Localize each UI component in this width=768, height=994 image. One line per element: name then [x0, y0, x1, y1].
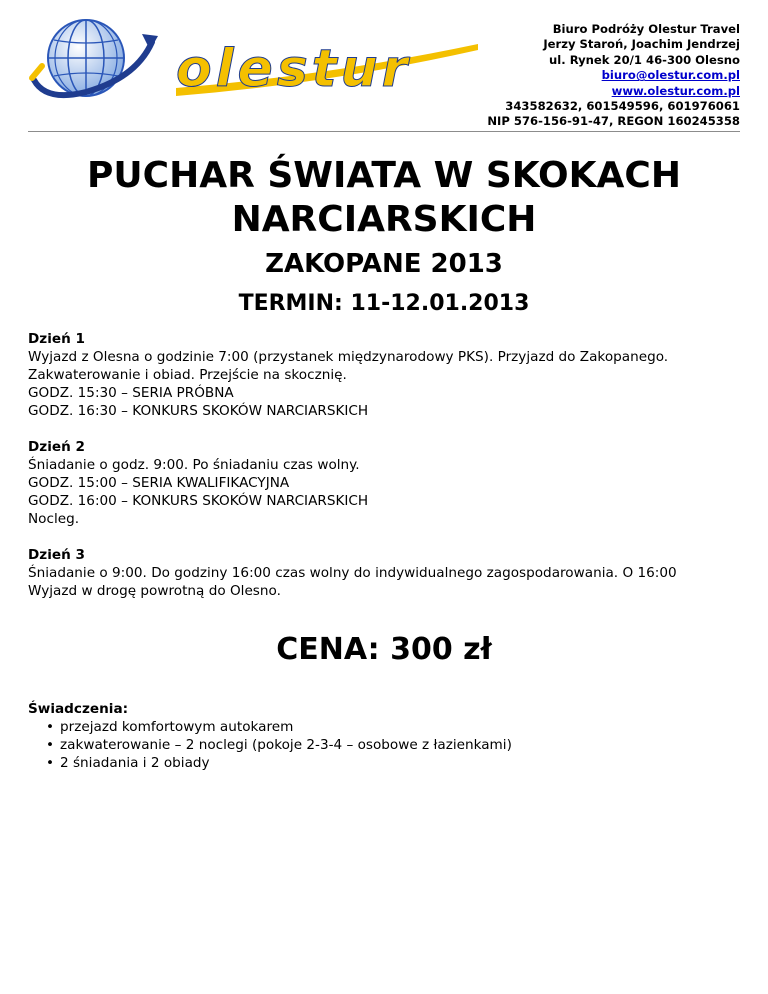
address: ul. Rynek 20/1 46-300 Olesno [549, 52, 740, 67]
title-block [0, 154, 768, 318]
day-title: Dzień 1 [28, 331, 85, 347]
list-item [28, 754, 740, 772]
bullet-icon: • [46, 719, 55, 735]
header-divider [28, 131, 740, 132]
day-line: GODZ. 16:30 – KONKURS SKOKÓW NARCIARSKICH [28, 403, 369, 419]
services [28, 700, 740, 772]
day-line: Nocleg. [28, 511, 80, 527]
service-text: 2 śniadania i 2 obiady [60, 755, 210, 771]
day-1 [28, 330, 740, 420]
price: CENA: 300 zł [276, 632, 492, 667]
title-line-1: PUCHAR ŚWIATA W SKOKACH [87, 155, 681, 196]
day-title: Dzień 3 [28, 547, 85, 563]
day-3 [28, 546, 740, 600]
svg-text:olestur: olestur [176, 39, 412, 99]
title-line-2: NARCIARSKICH [231, 199, 537, 240]
company-name: Biuro Podróży Olestur Travel [552, 22, 740, 36]
services-title: Świadczenia: [28, 701, 129, 717]
bullet-icon: • [46, 755, 55, 771]
service-text: przejazd komfortowym autokarem [60, 719, 294, 735]
services-list [28, 718, 740, 772]
day-line: Wyjazd w drogę powrotną do Olesno. [28, 583, 281, 599]
term: TERMIN: 11-12.01.2013 [238, 291, 530, 316]
program [28, 330, 740, 618]
day-line: GODZ. 15:00 – SERIA KWALIFIKACYJNA [28, 475, 290, 491]
subtitle: ZAKOPANE 2013 [265, 249, 503, 279]
owners: Jerzy Staroń, Joachim Jendrzej [543, 37, 740, 52]
day-title: Dzień 2 [28, 439, 85, 455]
registry-numbers: NIP 576-156-91-47, REGON 160245358 [487, 114, 740, 129]
list-item [28, 718, 740, 736]
day-line: Śniadanie o godz. 9:00. Po śniadaniu czas wolny. [28, 457, 360, 473]
day-line: Zakwaterowanie i obiad. Przejście na skocznię. [28, 367, 347, 383]
service-text: zakwaterowanie – 2 noclegi (pokoje 2-3-4 – osobowe z łazienkami) [60, 737, 512, 753]
day-line: Wyjazd z Olesna o godzinie 7:00 (przystanek międzynarodowy PKS). Przyjazd do Zakopanego. [28, 349, 669, 365]
list-item [28, 736, 740, 754]
day-2 [28, 438, 740, 528]
day-line: Śniadanie o 9:00. Do godziny 16:00 czas wolny do indywidualnego zagospodarowania. O 16:00 [28, 565, 677, 581]
email-link[interactable]: biuro@olestur.com.pl [601, 68, 740, 83]
day-line: GODZ. 16:00 – KONKURS SKOKÓW NARCIARSKICH [28, 493, 369, 509]
globe-logo-icon [26, 16, 486, 108]
phones: 343582632, 601549596, 601976061 [505, 99, 740, 114]
contact-block [487, 22, 740, 130]
day-line: GODZ. 15:30 – SERIA PRÓBNA [28, 385, 234, 401]
website-link[interactable]: www.olestur.com.pl [611, 83, 740, 98]
bullet-icon: • [46, 737, 55, 753]
olestur-logo [26, 16, 486, 108]
